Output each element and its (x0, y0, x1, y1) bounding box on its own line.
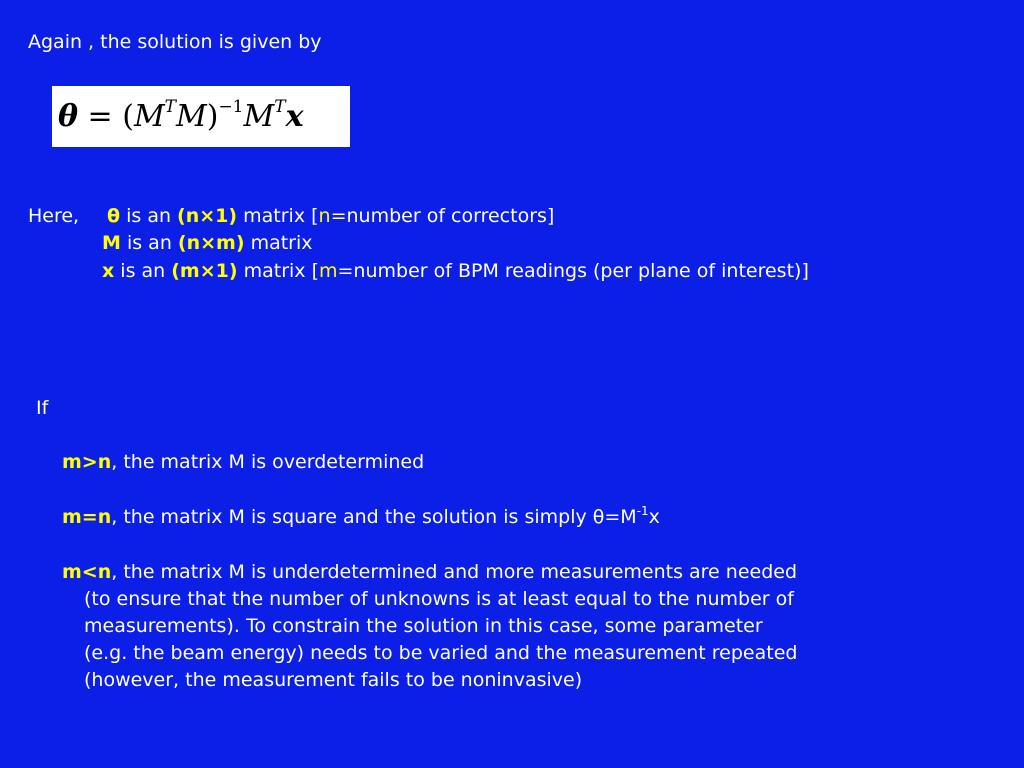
formula-transpose: T (274, 97, 286, 117)
case-line: measurements). To constrain the solution in this case, some parameter (84, 615, 763, 637)
m-dimension: (n×m) (177, 232, 245, 254)
inverse-superscript: -1 (636, 504, 649, 518)
theta-symbol: θ (107, 205, 121, 227)
formula-inverse: −1 (218, 97, 244, 117)
case-condition: m>n (62, 451, 112, 473)
def-text: is an (120, 205, 178, 227)
solution-formula (52, 86, 350, 147)
x-symbol: x (102, 260, 115, 282)
formula-theta: θ (58, 99, 79, 134)
case-line: (to ensure that the number of unknowns is at least equal to the number of (84, 588, 794, 610)
formula-eq: = ( (78, 99, 134, 134)
m-variable: m (319, 260, 338, 282)
formula-paren: ) (206, 99, 219, 134)
def-text: =number of BPM readings (per plane of interest)] (337, 260, 809, 282)
if-label: If (36, 397, 49, 419)
def-text: =number of correctors] (330, 205, 555, 227)
case-square (62, 504, 660, 531)
n-variable: n (318, 205, 331, 227)
def-text: is an (120, 232, 178, 254)
case-condition: m<n (62, 561, 112, 583)
def-text: matrix (244, 232, 313, 254)
case-overdetermined (62, 449, 424, 476)
intro-text: Again , the solution is given by (28, 31, 322, 53)
x-dimension: (m×1) (171, 260, 238, 282)
formula-m: M (243, 99, 275, 134)
case-line: (e.g. the beam energy) needs to be varied and the measurement repeated (84, 642, 798, 664)
case-line: (however, the measurement fails to be noninvasive) (84, 669, 583, 691)
theta-dimension: (n×1) (177, 205, 238, 227)
case-text: , the matrix M is underdetermined and more measurements are needed (111, 561, 798, 583)
case-text: x (648, 506, 660, 528)
def-text: matrix [ (237, 260, 319, 282)
formula-m: M (176, 99, 207, 134)
formula-transpose: T (164, 97, 176, 117)
here-label: Here, (28, 205, 80, 227)
def-text: matrix [ (237, 205, 319, 227)
case-underdetermined (62, 559, 797, 694)
x-definition (102, 258, 809, 285)
case-text: , the matrix M is overdetermined (111, 451, 425, 473)
case-condition: m=n (62, 506, 112, 528)
case-line (62, 559, 797, 586)
theta-definition (107, 203, 554, 230)
formula-m: M (133, 99, 165, 134)
m-definition (102, 230, 313, 257)
formula-x: x (285, 99, 304, 134)
case-text: , the matrix M is square and the solution is simply θ=M (111, 506, 637, 528)
m-symbol: M (102, 232, 121, 254)
def-text: is an (114, 260, 172, 282)
